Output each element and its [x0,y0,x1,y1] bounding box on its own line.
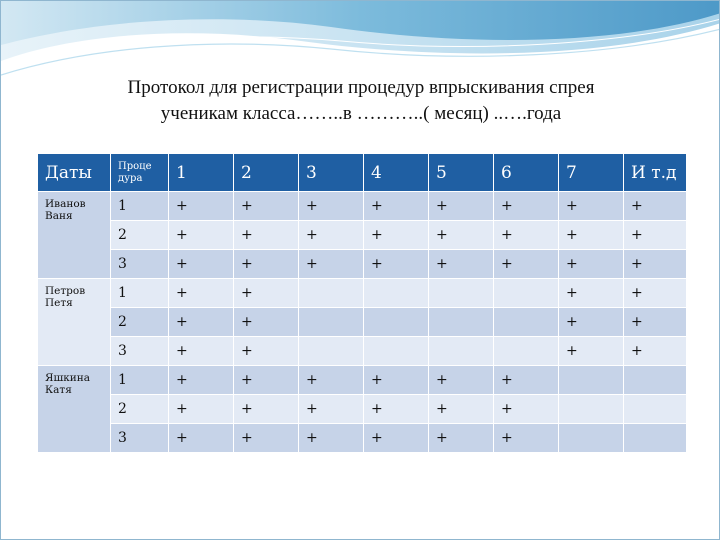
table-header-row [38,154,687,192]
procedure-protocol-table [37,153,687,453]
day-mark-cell: + [234,395,299,424]
procedure-number: 3 [111,337,169,366]
procedure-number: 2 [111,308,169,337]
day-mark-cell: + [624,250,687,279]
day-mark-cell: + [234,337,299,366]
day-mark-cell: + [169,366,234,395]
day-mark-cell [429,279,494,308]
day-mark-cell [624,366,687,395]
day-mark-cell: + [624,279,687,308]
day-mark-cell: + [559,221,624,250]
header-procedure: Проце дура [111,154,169,192]
day-mark-cell: + [494,366,559,395]
header-day-6: 6 [494,154,559,192]
student-name: Иванов Ваня [38,192,111,279]
table-row [38,337,687,366]
day-mark-cell [559,424,624,453]
day-mark-cell: + [429,250,494,279]
day-mark-cell: + [624,221,687,250]
procedure-number: 3 [111,250,169,279]
table-row [38,279,687,308]
header-etc: И т.д [624,154,687,192]
day-mark-cell: + [559,308,624,337]
day-mark-cell [494,279,559,308]
table-row [38,308,687,337]
day-mark-cell: + [559,192,624,221]
day-mark-cell [299,308,364,337]
procedure-number: 2 [111,395,169,424]
day-mark-cell: + [624,337,687,366]
day-mark-cell: + [299,250,364,279]
day-mark-cell: + [299,192,364,221]
day-mark-cell: + [364,366,429,395]
day-mark-cell: + [494,221,559,250]
day-mark-cell: + [299,395,364,424]
day-mark-cell [299,279,364,308]
day-mark-cell: + [494,192,559,221]
day-mark-cell [559,366,624,395]
day-mark-cell: + [624,192,687,221]
day-mark-cell: + [364,221,429,250]
day-mark-cell: + [364,424,429,453]
header-day-3: 3 [299,154,364,192]
day-mark-cell: + [169,308,234,337]
day-mark-cell: + [169,337,234,366]
day-mark-cell [429,337,494,366]
day-mark-cell: + [169,221,234,250]
day-mark-cell [624,424,687,453]
day-mark-cell [429,308,494,337]
day-mark-cell: + [429,395,494,424]
title-line-2: ученикам класса……..в ………..( месяц) ..….года [160,103,562,124]
header-day-2: 2 [234,154,299,192]
day-mark-cell: + [234,279,299,308]
table-row [38,424,687,453]
day-mark-cell: + [169,250,234,279]
student-name: Яшкина Катя [38,366,111,453]
decorative-wave-banner [1,1,720,81]
table-row [38,395,687,424]
day-mark-cell [299,337,364,366]
procedure-number: 2 [111,221,169,250]
page-title [61,75,661,127]
day-mark-cell: + [234,192,299,221]
day-mark-cell: + [234,366,299,395]
header-day-1: 1 [169,154,234,192]
header-day-4: 4 [364,154,429,192]
day-mark-cell: + [364,192,429,221]
day-mark-cell: + [169,279,234,308]
day-mark-cell: + [299,424,364,453]
header-day-5: 5 [429,154,494,192]
day-mark-cell: + [494,250,559,279]
table-row [38,192,687,221]
day-mark-cell [494,308,559,337]
day-mark-cell: + [299,366,364,395]
header-dates: Даты [38,154,111,192]
day-mark-cell: + [234,221,299,250]
day-mark-cell [559,395,624,424]
day-mark-cell [364,308,429,337]
day-mark-cell [494,337,559,366]
day-mark-cell: + [559,250,624,279]
table-row [38,366,687,395]
procedure-number: 1 [111,366,169,395]
day-mark-cell: + [364,250,429,279]
header-day-7: 7 [559,154,624,192]
day-mark-cell: + [624,308,687,337]
day-mark-cell: + [169,424,234,453]
day-mark-cell: + [494,424,559,453]
day-mark-cell: + [559,337,624,366]
day-mark-cell: + [429,424,494,453]
day-mark-cell: + [429,366,494,395]
day-mark-cell [364,279,429,308]
day-mark-cell: + [169,395,234,424]
title-line-1: Протокол для регистрации процедур впрыскивания спрея [127,77,595,98]
day-mark-cell: + [234,308,299,337]
student-name: Петров Петя [38,279,111,366]
day-mark-cell: + [299,221,364,250]
day-mark-cell: + [494,395,559,424]
procedure-number: 1 [111,279,169,308]
day-mark-cell: + [169,192,234,221]
table-body [38,192,687,453]
table-row [38,250,687,279]
day-mark-cell: + [429,192,494,221]
day-mark-cell: + [234,250,299,279]
procedure-number: 3 [111,424,169,453]
day-mark-cell: + [234,424,299,453]
table-row [38,221,687,250]
procedure-number: 1 [111,192,169,221]
day-mark-cell: + [364,395,429,424]
day-mark-cell [364,337,429,366]
day-mark-cell: + [559,279,624,308]
day-mark-cell: + [429,221,494,250]
day-mark-cell [624,395,687,424]
